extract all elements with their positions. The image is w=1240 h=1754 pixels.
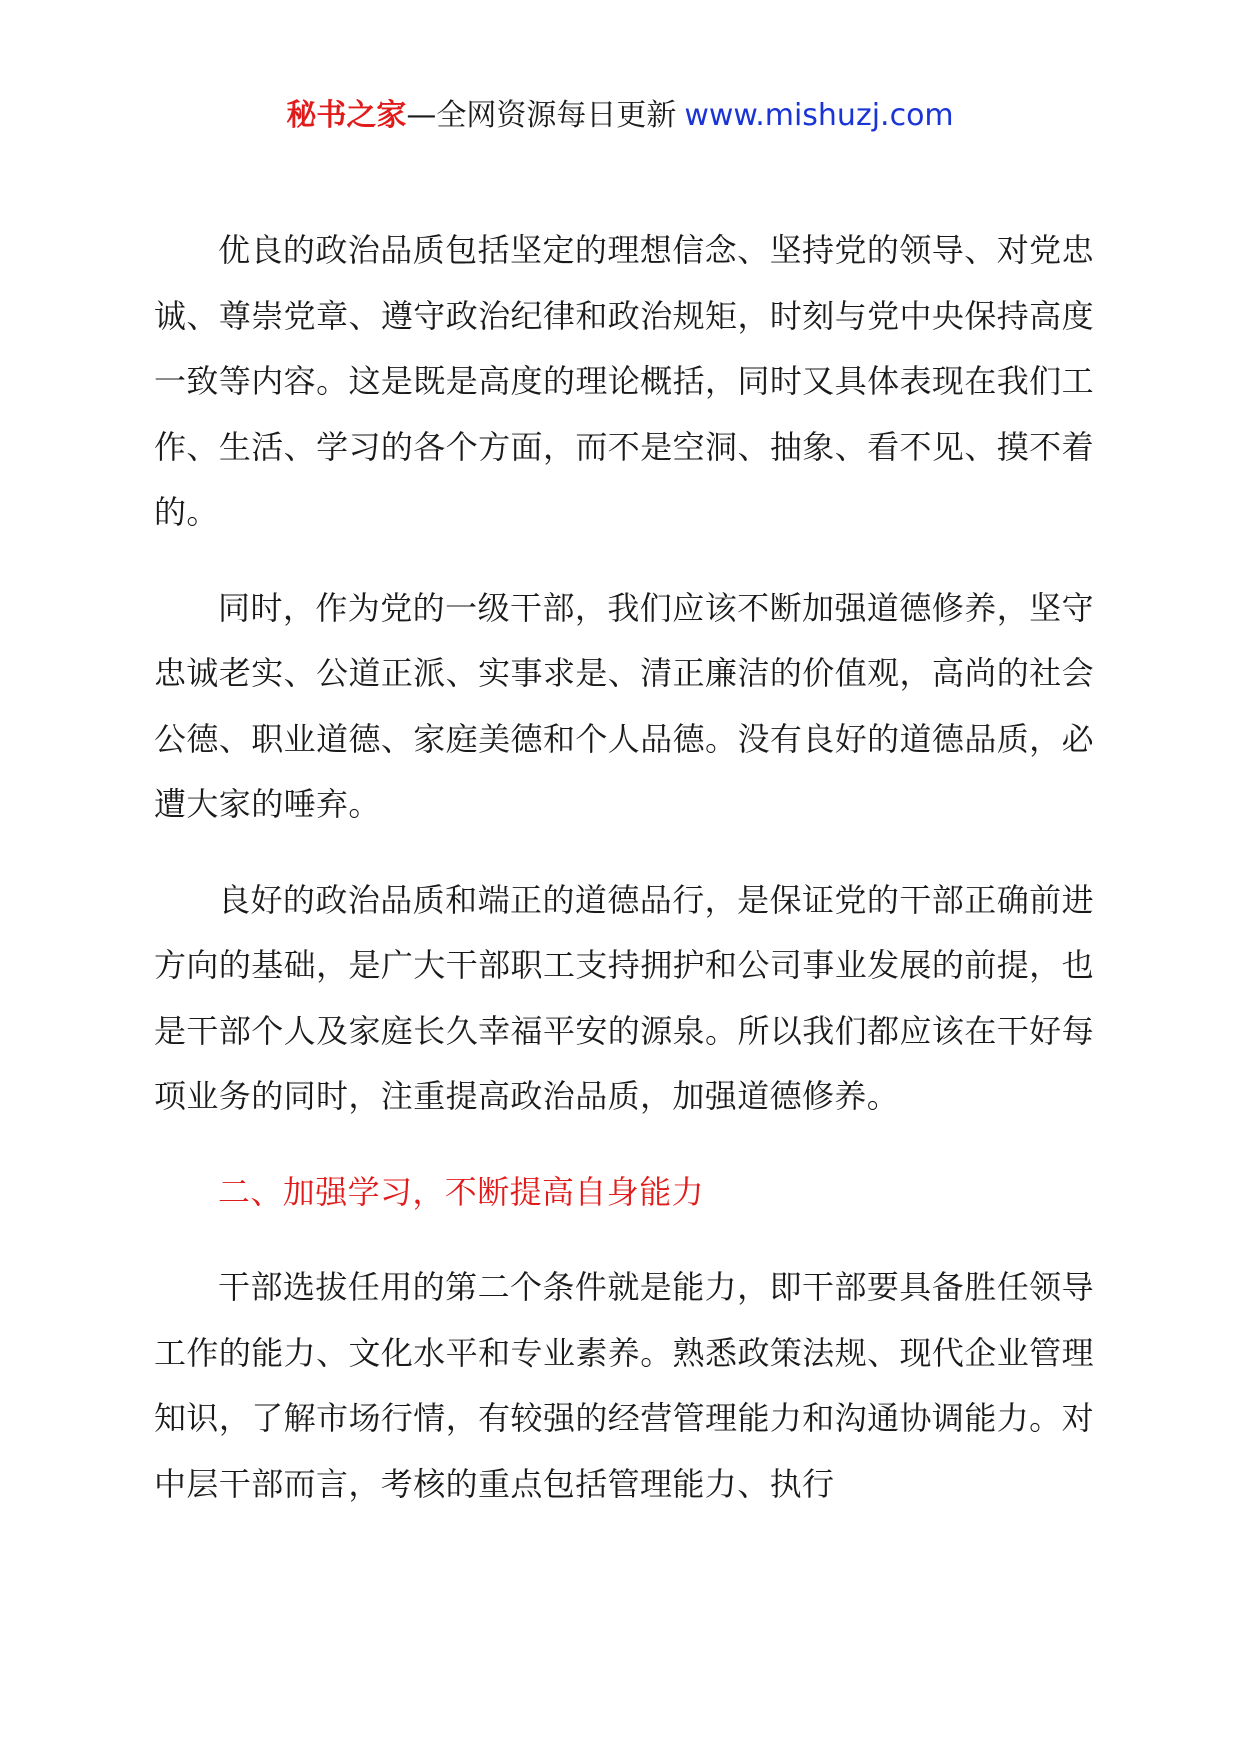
paragraph-moral-cultivation: 同时，作为党的一级干部，我们应该不断加强道德修养，坚守忠诚老实、公道正派、实事求是、清正廉洁的价值观，高尚的社会公德、职业道德、家庭美德和个人品德。没有良好的道德品质，必遭大家的唾弃。 — [154, 588, 1094, 823]
paragraph-political-quality: 优良的政治品质包括坚定的理想信念、坚持党的领导、对党忠诚、尊崇党章、遵守政治纪律和政治规矩，时刻与党中央保持高度一致等内容。这是既是高度的理论概括，同时又具体表现在我们工作、生活、学习的各个方面，而不是空洞、抽象、看不见、摸不着的。 — [154, 231, 1094, 531]
site-slogan: —全网资源每日更新 — [406, 98, 677, 133]
document-body — [154, 218, 1094, 1547]
site-url-link[interactable]: www.mishuzj.com — [684, 98, 954, 133]
paragraph-ability: 干部选拔任用的第二个条件就是能力，即干部要具备胜任领导工作的能力、文化水平和专业素养。熟悉政策法规、现代企业管理知识，了解市场行情，有较强的经营管理能力和沟通协调能力。对中层干部而言，考核的重点包括管理能力、执行 — [154, 1268, 1094, 1503]
section-heading-2: 二、加强学习，不断提高自身能力 — [218, 1172, 705, 1211]
page-header — [0, 94, 1240, 138]
site-name: 秘书之家 — [286, 98, 407, 133]
paragraph-foundation: 良好的政治品质和端正的道德品行，是保证党的干部正确前进方向的基础，是广大干部职工支持拥护和公司事业发展的前提，也是干部个人及家庭长久幸福平安的源泉。所以我们都应该在干好每项业务的同时，注重提高政治品质，加强道德修养。 — [154, 880, 1094, 1115]
